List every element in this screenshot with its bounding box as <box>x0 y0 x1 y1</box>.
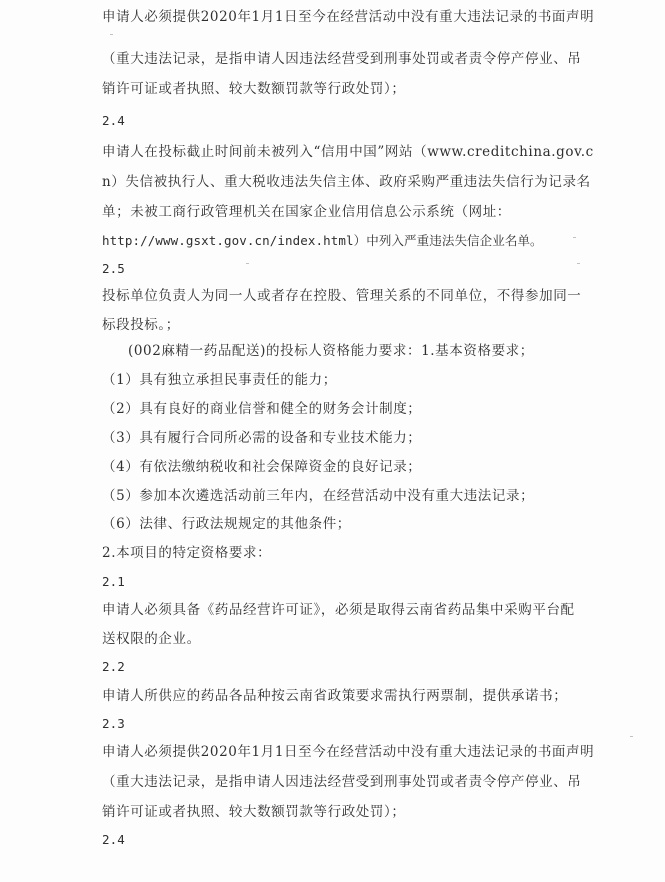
list-item: （6）法律、行政法规规定的其他条件； <box>102 516 351 532</box>
paragraph-line: 申请人所供应的药品各品种按云南省政策要求需执行两票制，提供承诺书； <box>102 688 568 704</box>
scan-speck <box>630 736 633 737</box>
section-number: 2.4 <box>102 113 125 128</box>
section-heading: (002麻精一药品配送)的投标人资格能力要求：1.基本资格要求； <box>128 343 534 359</box>
scan-speck <box>573 237 576 238</box>
section-heading: 2.本项目的特定资格要求： <box>102 545 272 561</box>
paragraph-line: 销许可证或者执照、较大数额罚款等行政处罚）； <box>102 81 406 97</box>
paragraph-line: 销许可证或者执照、较大数额罚款等行政处罚）； <box>102 804 406 820</box>
scan-speck <box>246 263 249 264</box>
paragraph-line: （重大违法记录，是指申请人因违法经营受到刑事处罚或者责令停产停业、吊 <box>102 774 582 790</box>
list-item: （1）具有独立承担民事责任的能力； <box>102 372 337 388</box>
list-item: （4）有依法缴纳税收和社会保障资金的良好记录； <box>102 459 422 475</box>
list-item: （2）具有良好的商业信誉和健全的财务会计制度； <box>102 401 422 417</box>
paragraph-line: 申请人在投标截止时间前未被列入“信用中国”网站（www.creditchina.gov.c <box>102 144 594 160</box>
paragraph-line: （重大违法记录，是指申请人因违法经营受到刑事处罚或者责令停产停业、吊 <box>102 51 582 67</box>
scan-speck <box>110 34 113 35</box>
section-number: 2.5 <box>102 261 125 276</box>
paragraph-line: 标段投标。； <box>102 317 180 333</box>
section-number: 2.1 <box>102 574 125 589</box>
paragraph-line: 申请人必须提供2020年1月1日至今在经营活动中没有重大违法记录的书面声明 <box>102 744 595 760</box>
paragraph-line: 单；未被工商行政管理机关在国家企业信用信息公示系统（网址： <box>102 204 511 220</box>
paragraph-line: 投标单位负责人为同一人或者存在控股、管理关系的不同单位，不得参加同一 <box>102 288 582 304</box>
scan-speck <box>577 263 580 264</box>
paragraph-line: 送权限的企业。 <box>102 631 201 647</box>
paragraph-line: 申请人必须具备《药品经营许可证》，必须是取得云南省药品集中采购平台配 <box>102 602 575 618</box>
list-item: （5）参加本次遴选活动前三年内，在经营活动中没有重大违法记录； <box>102 488 535 504</box>
section-number: 2.2 <box>102 659 125 674</box>
list-item: （3）具有履行合同所必需的设备和专业技术能力； <box>102 430 422 446</box>
section-number: 2.4 <box>102 832 125 847</box>
paragraph-line: 申请人必须提供2020年1月1日至今在经营活动中没有重大违法记录的书面声明 <box>102 9 595 25</box>
url-line: http://www.gsxt.gov.cn/index.html）中列入严重违法失信企业名单。 <box>102 233 543 248</box>
paragraph-line: n）失信被执行人、重大税收违法失信主体、政府采购严重违法失信行为记录名 <box>102 174 591 190</box>
section-number: 2.3 <box>102 716 125 731</box>
